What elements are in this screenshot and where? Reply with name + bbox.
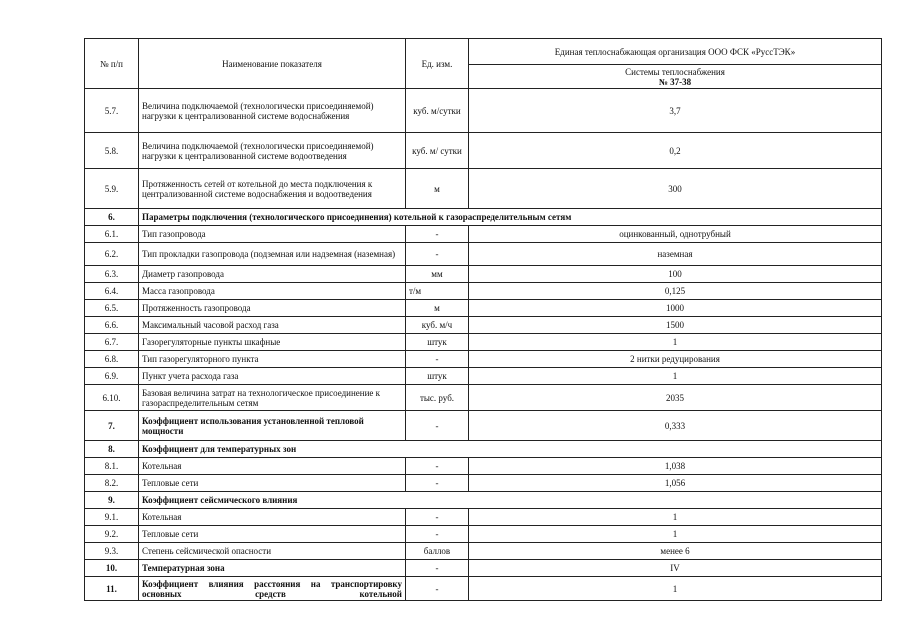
row-number: 6.4. [85,283,139,300]
row-number: 6.9. [85,368,139,385]
row-indicator-text: Коэффициент использования установленной тепловой мощности [142,415,364,436]
table-row [85,509,882,526]
table-row [85,385,882,411]
row-indicator-name [139,475,406,492]
row-unit: - [406,577,469,601]
row-unit: - [406,509,469,526]
table-row [85,334,882,351]
row-unit: - [406,560,469,577]
row-indicator-name [139,266,406,283]
row-number: 8.1. [85,458,139,475]
row-indicator-name [139,351,406,368]
row-indicator-name [139,385,406,411]
header-systems-number: № 37-38 [658,76,692,87]
row-number: 5.8. [85,133,139,169]
table-row [85,475,882,492]
row-unit: - [406,243,469,266]
row-number: 5.9. [85,169,139,209]
row-value: 0,333 [469,411,882,441]
table-row [85,317,882,334]
header-systems [469,65,882,89]
row-value: оцинкованный, однотрубный [469,226,882,243]
table-row [85,441,882,458]
row-unit: баллов [406,543,469,560]
row-indicator-text: Базовая величина затрат на технологическое присоединение к газораспределительным сетям [142,387,381,408]
row-indicator-text: Тип прокладки газопровода (подземная или надземная (наземная) [142,249,396,259]
row-number: 6.5. [85,300,139,317]
row-indicator-name [139,226,406,243]
row-indicator-text: Коэффициент влияния расстояния на транспортировку основных средств котельной [142,578,402,599]
row-unit: - [406,226,469,243]
table-row [85,577,882,601]
row-indicator-name [139,458,406,475]
row-number: 6.8. [85,351,139,368]
row-indicator-text: Тепловые сети [142,478,199,488]
row-indicator-text: Котельная [142,512,182,522]
row-value: 0,125 [469,283,882,300]
row-number: 6.3. [85,266,139,283]
table-row [85,300,882,317]
row-indicator-text: Тепловые сети [142,529,199,539]
row-indicator-text: Параметры подключения (технологического присоединения) котельной к газораспределительным сетям [142,212,572,222]
row-value: 0,2 [469,133,882,169]
row-number: 9.3. [85,543,139,560]
row-value: 1 [469,509,882,526]
row-indicator-name [139,577,406,601]
table-row [85,266,882,283]
table-header-row [85,39,882,65]
row-number: 9.1. [85,509,139,526]
row-indicator-text: Пункт учета расхода газа [142,371,239,381]
row-number: 8.2. [85,475,139,492]
row-indicator-name [139,300,406,317]
row-value: наземная [469,243,882,266]
row-indicator-text: Протяженность сетей от котельной до места подключения к централизованной системе водоснабжения и водоотведения [142,178,373,199]
row-indicator-text: Коэффициент сейсмического влияния [142,495,298,505]
row-indicator-name [139,492,882,509]
row-indicator-name [139,526,406,543]
row-indicator-text: Котельная [142,461,182,471]
header-org: Единая теплоснабжающая организация ООО ФСК «РуссТЭК» [469,39,882,65]
row-number: 11. [85,577,139,601]
table-row [85,89,882,133]
row-indicator-name [139,441,882,458]
row-unit: штук [406,334,469,351]
row-number: 9. [85,492,139,509]
table-row [85,368,882,385]
row-indicator-name [139,89,406,133]
header-num: № п/п [85,39,139,89]
row-indicator-text: Масса газопровода [142,286,215,296]
table-row [85,526,882,543]
row-value: менее 6 [469,543,882,560]
row-unit: - [406,458,469,475]
row-indicator-name [139,133,406,169]
row-indicator-text: Коэффициент для температурных зон [142,444,297,454]
row-indicator-text: Степень сейсмической опасности [142,546,272,556]
row-unit: т/м [406,283,469,300]
row-number: 6.7. [85,334,139,351]
row-indicator-text: Величина подключаемой (технологически присоединяемой) нагрузки к централизованной системе водоотведения [142,140,374,161]
table-row [85,458,882,475]
row-indicator-text: Тип газорегуляторного пункта [142,354,259,364]
row-value: 1 [469,577,882,601]
row-value: 1,038 [469,458,882,475]
header-unit: Ед. изм. [406,39,469,89]
row-value: IV [469,560,882,577]
row-number: 6.6. [85,317,139,334]
indicators-table [84,38,882,601]
row-value: 1 [469,368,882,385]
row-number: 5.7. [85,89,139,133]
table-row [85,169,882,209]
row-indicator-name [139,317,406,334]
row-number: 6.2. [85,243,139,266]
row-value: 1 [469,334,882,351]
row-indicator-name [139,334,406,351]
row-unit: - [406,351,469,368]
row-number: 6.1. [85,226,139,243]
table-row [85,543,882,560]
row-unit: мм [406,266,469,283]
row-indicator-text: Максимальный часовой расход газа [142,320,279,330]
header-name: Наименование показателя [139,39,406,89]
table-row [85,226,882,243]
table-row [85,133,882,169]
row-unit: куб. м/ч [406,317,469,334]
table-row [85,351,882,368]
row-unit: куб. м/сутки [406,89,469,133]
table-row [85,243,882,266]
row-indicator-text: Газорегуляторные пункты шкафные [142,337,281,347]
row-indicator-name [139,209,882,226]
row-unit: - [406,475,469,492]
row-indicator-text: Протяженность газопровода [142,303,251,313]
row-indicator-text: Тип газопровода [142,229,206,239]
row-number: 6. [85,209,139,226]
row-value: 100 [469,266,882,283]
row-value: 3,7 [469,89,882,133]
row-unit: м [406,300,469,317]
row-indicator-name [139,509,406,526]
table-row [85,560,882,577]
row-unit: тыс. руб. [406,385,469,411]
row-unit: - [406,526,469,543]
row-indicator-name [139,169,406,209]
row-indicator-name [139,411,406,441]
row-number: 10. [85,560,139,577]
row-indicator-name [139,283,406,300]
row-indicator-text: Температурная зона [142,563,225,573]
row-value: 2035 [469,385,882,411]
row-value: 1 [469,526,882,543]
table-row [85,411,882,441]
row-value: 1500 [469,317,882,334]
row-value: 2 нитки редуцирования [469,351,882,368]
header-systems-label: Системы теплоснабжения [625,66,725,77]
row-number: 9.2. [85,526,139,543]
row-unit: м [406,169,469,209]
row-number: 6.10. [85,385,139,411]
row-indicator-text: Величина подключаемой (технологически присоединяемой) нагрузки к централизованной системе водоснабжения [142,100,374,121]
table-row [85,283,882,300]
row-value: 300 [469,169,882,209]
row-unit: куб. м/ сутки [406,133,469,169]
row-value: 1,056 [469,475,882,492]
row-indicator-name [139,560,406,577]
row-unit: - [406,411,469,441]
row-unit: штук [406,368,469,385]
row-value: 1000 [469,300,882,317]
row-indicator-name [139,243,406,266]
row-number: 8. [85,441,139,458]
row-indicator-name [139,368,406,385]
table-row [85,209,882,226]
row-indicator-text: Диаметр газопровода [142,269,224,279]
table-row [85,492,882,509]
row-number: 7. [85,411,139,441]
row-indicator-name [139,543,406,560]
